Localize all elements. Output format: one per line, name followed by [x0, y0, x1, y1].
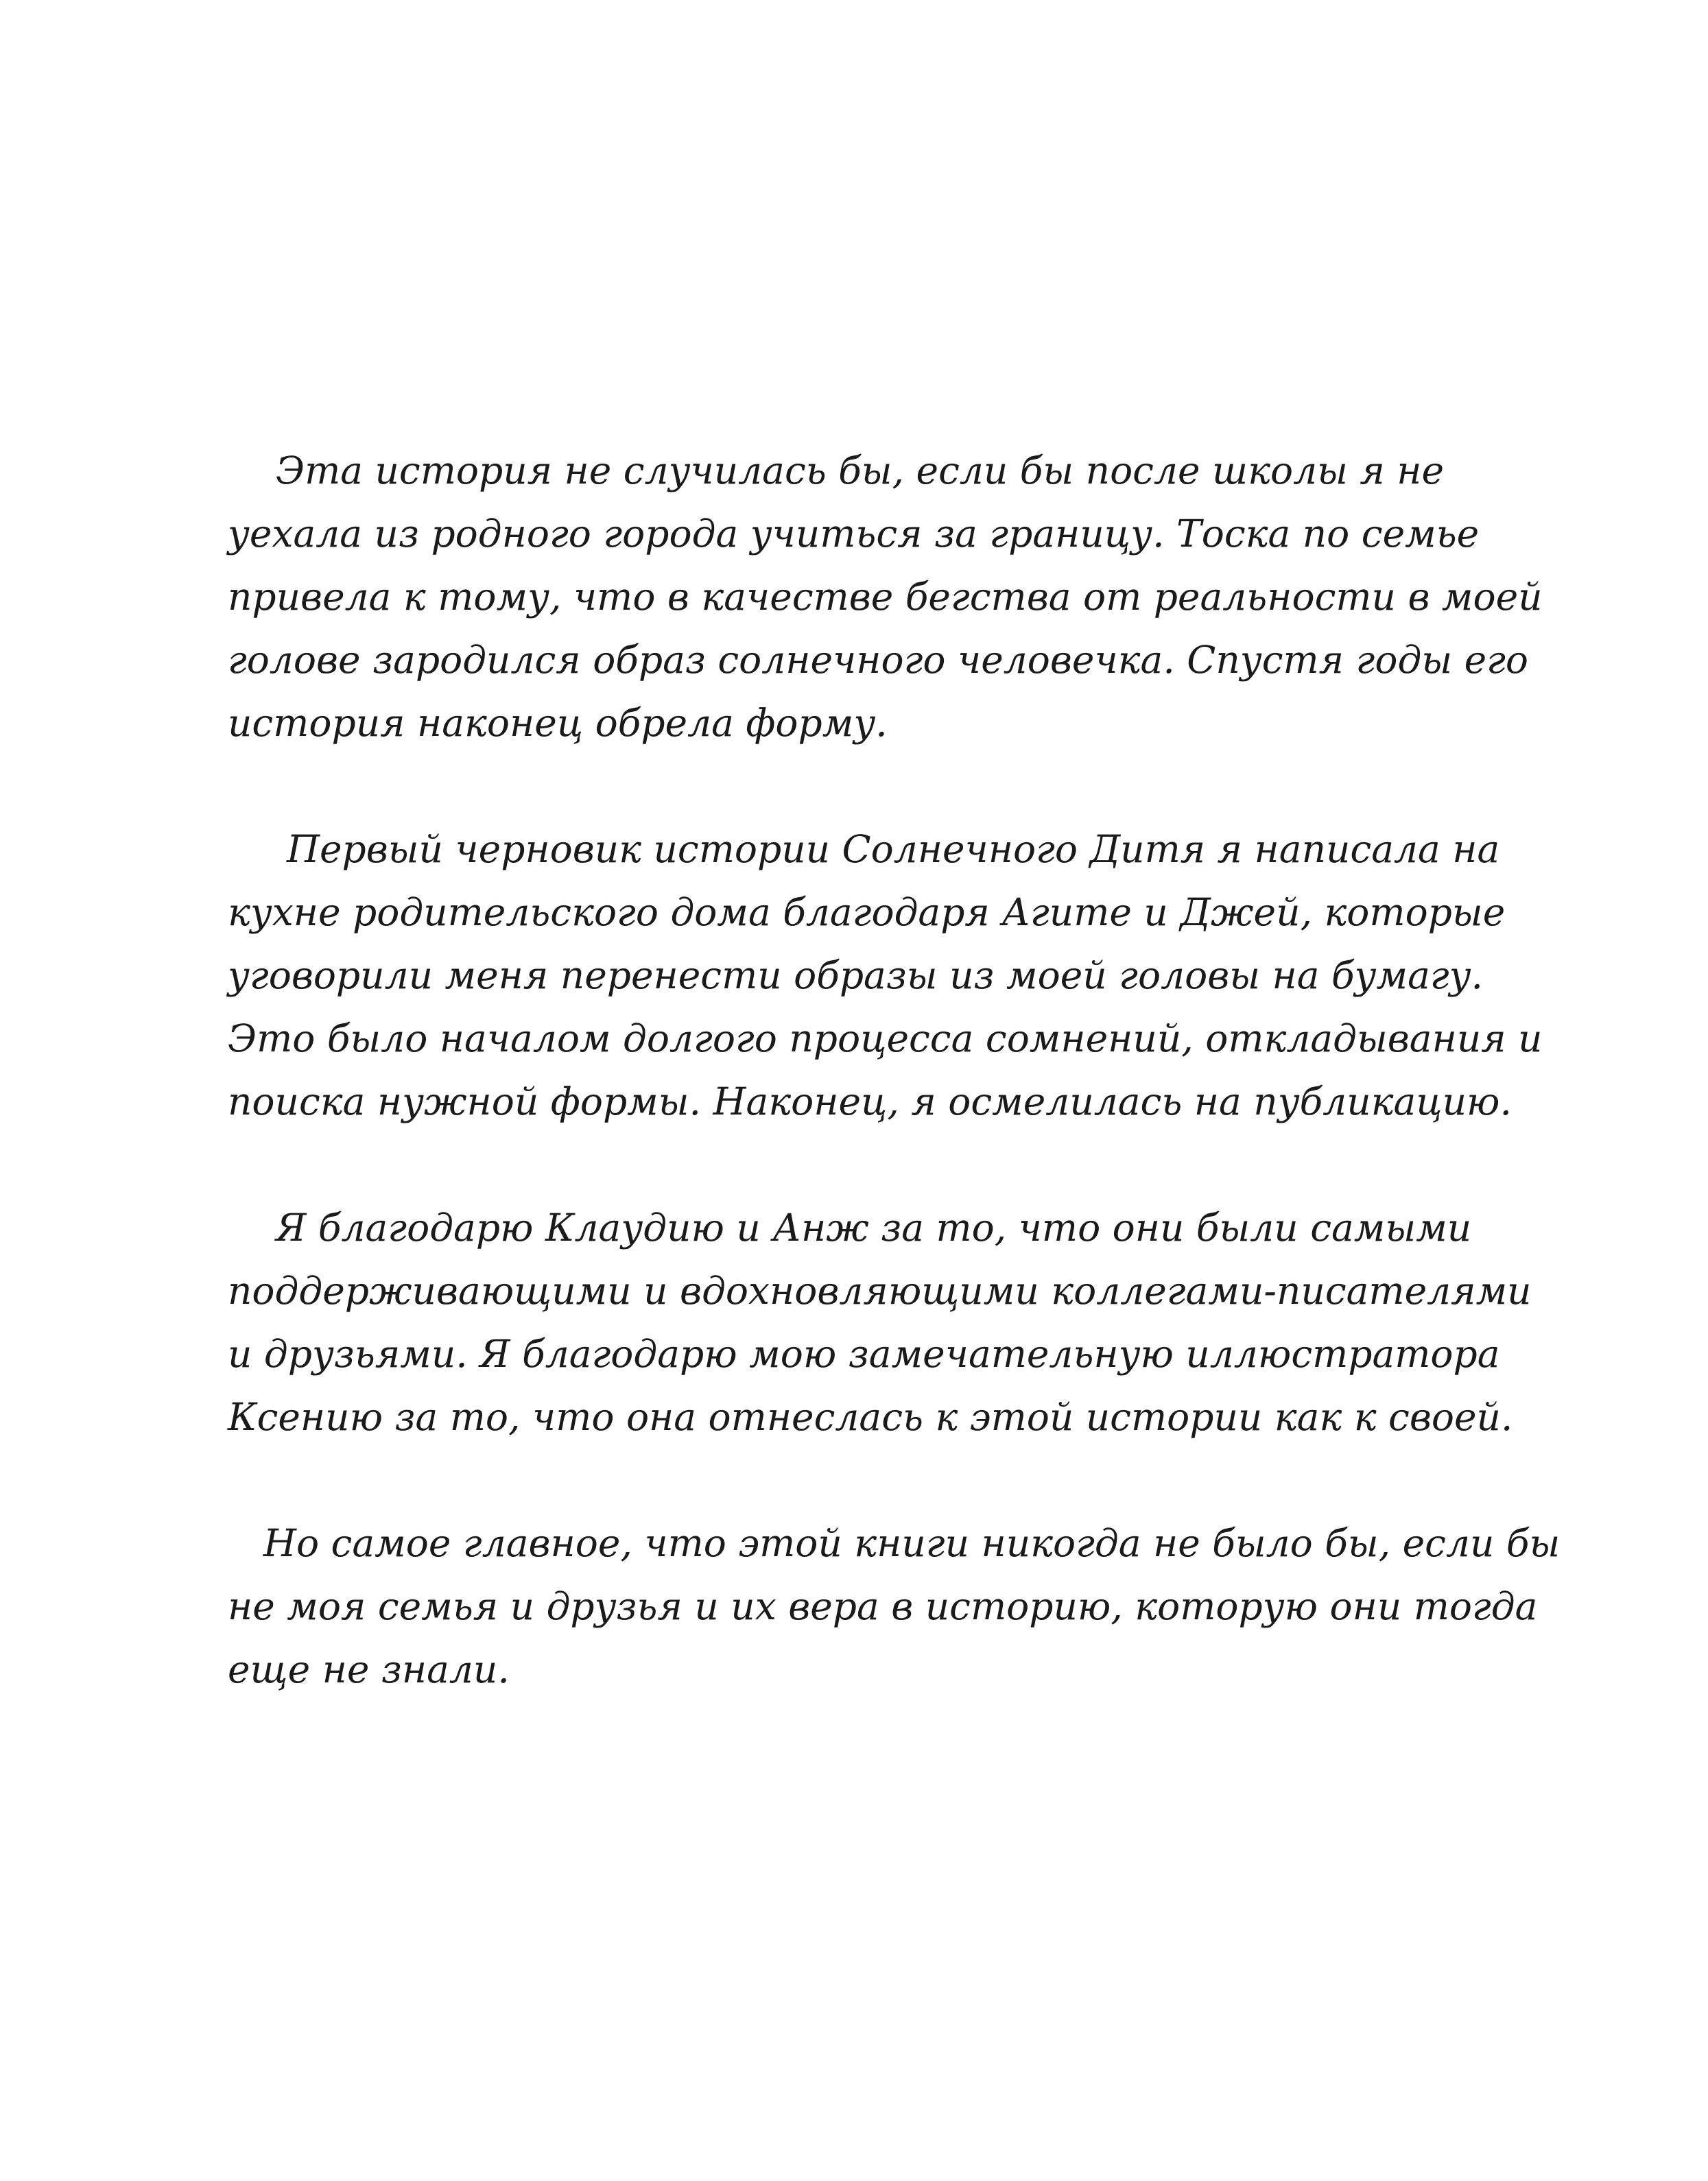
paragraph-line: и друзьями. Я благодарю мою замечательную иллюстратора: [228, 1332, 1500, 1376]
paragraph-line: Первый черновик истории Солнечного Дитя я написала на: [287, 827, 1500, 871]
paragraph-line: кухне родительского дома благодаря Агите и Джей, которые: [228, 890, 1506, 934]
paragraph-line: голове зародился образ солнечного человечка. Спустя годы его: [228, 638, 1529, 682]
paragraph-line: уговорили меня перенести образы из моей головы на бумагу.: [228, 953, 1484, 997]
paragraph-line: поддерживающими и вдохновляющими коллегами-писателями: [228, 1269, 1532, 1313]
paragraph-line: Ксению за то, что она отнеслась к этой истории как к своей.: [228, 1395, 1513, 1439]
paragraph-line: история наконец обрела форму.: [228, 701, 888, 745]
paragraph-1: [228, 439, 1545, 754]
acknowledgements-text: [228, 439, 1561, 1764]
paragraph-line: еще не знали.: [228, 1647, 510, 1691]
paragraph-line: не моя семья и друзья и их вера в историю, которую они тогда: [228, 1584, 1538, 1628]
paragraph-3: [228, 1196, 1545, 1449]
paragraph-2: [228, 818, 1545, 1133]
paragraph-line: Я благодарю Клаудию и Анж за то, что они были самыми: [276, 1206, 1472, 1250]
paragraph-line: Но самое главное, что этой книги никогда не было бы, если бы: [263, 1521, 1561, 1565]
paragraph-line: привела к тому, что в качестве бегства от реальности в моей: [228, 575, 1543, 619]
paragraph-line: Это было началом долгого процесса сомнений, откладывания и: [228, 1016, 1543, 1060]
paragraph-line: поиска нужной формы. Наконец, я осмелилась на публикацию.: [228, 1080, 1512, 1123]
paragraph-4: [228, 1512, 1561, 1701]
paragraph-line: Эта история не случилась бы, если бы после школы я не: [276, 449, 1445, 492]
paragraph-line: уехала из родного города учиться за границу. Тоска по семье: [228, 512, 1480, 556]
